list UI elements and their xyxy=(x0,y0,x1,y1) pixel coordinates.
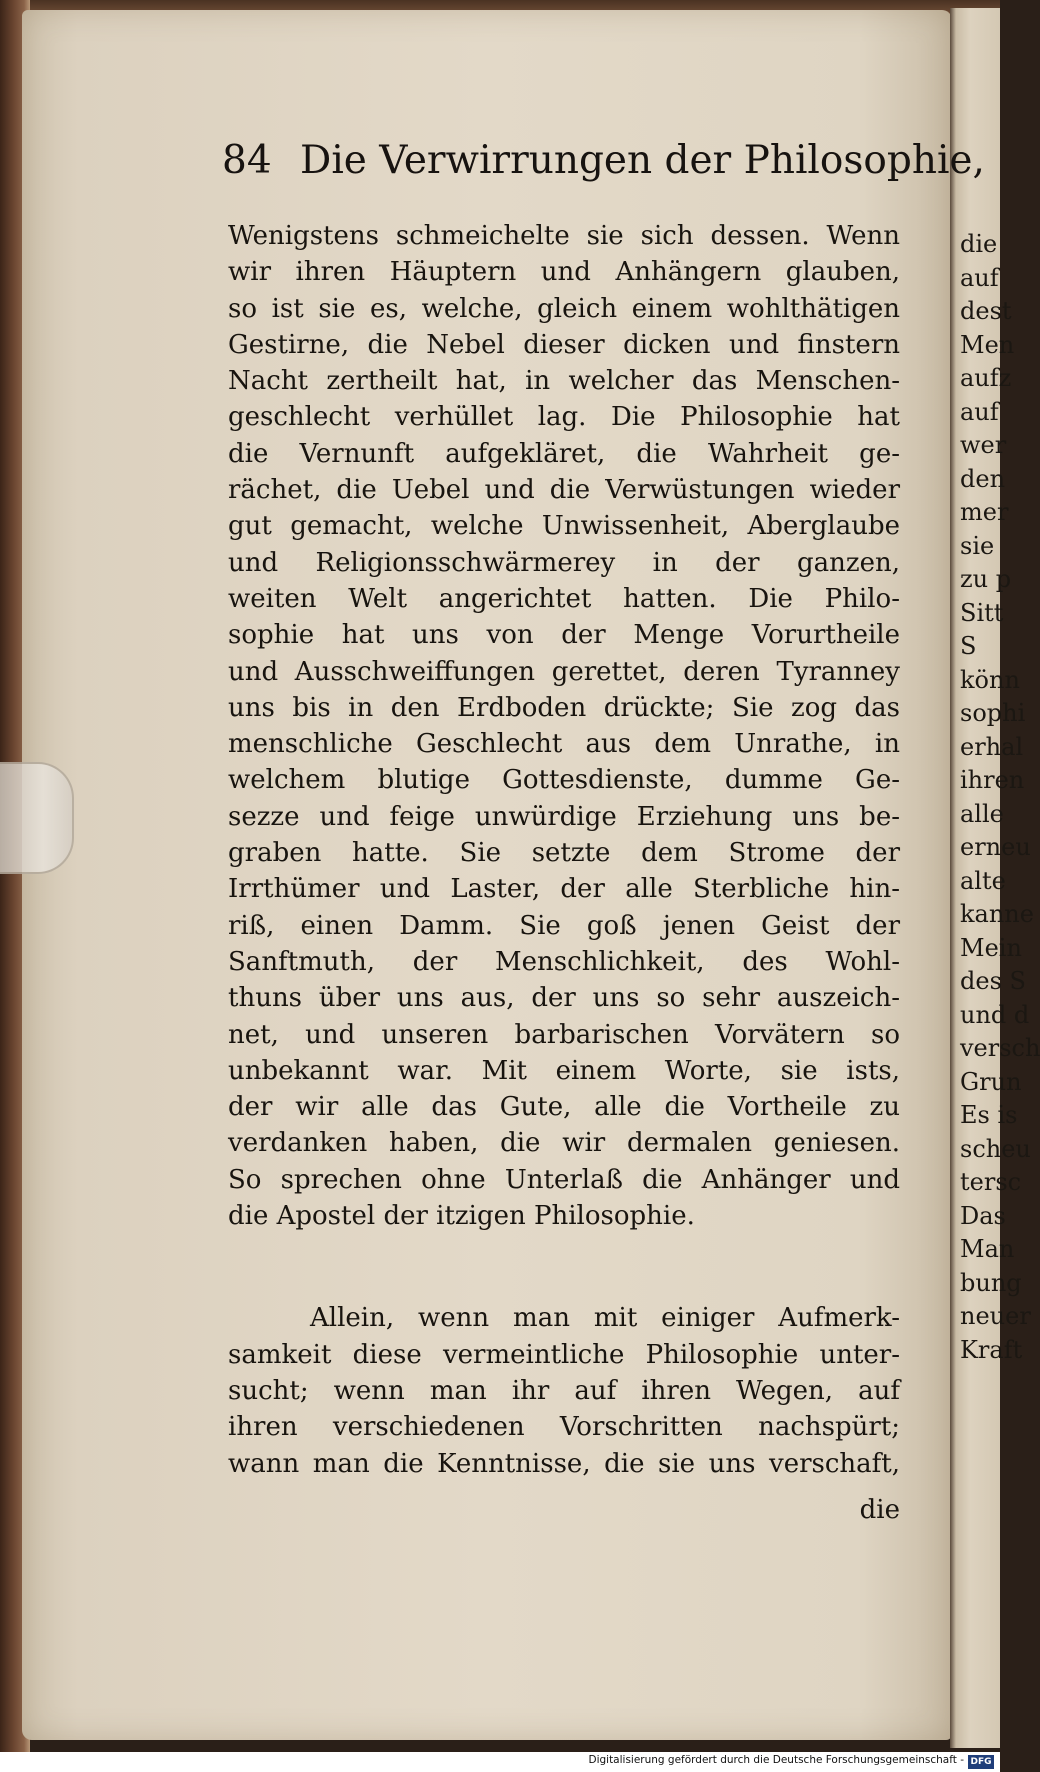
facing-page-fragment: den xyxy=(960,464,1006,493)
facing-page-fragment: versch xyxy=(960,1034,1040,1062)
text-line: rächet, die Uebel und die Verwüstungen wieder xyxy=(228,475,900,506)
text-line: und Ausschweiffungen gerettet, deren Tyranney xyxy=(228,656,900,687)
text-line: Irrthümer und Laster, der alle Sterbliche hin- xyxy=(228,874,900,905)
page-number: 84 xyxy=(222,138,272,183)
facing-page-fragment: kanne xyxy=(960,900,1034,928)
text-line: Nacht zertheilt hat, in welcher das Menschen- xyxy=(228,366,900,397)
facing-page-fragment: Sitt xyxy=(960,598,1004,627)
facing-page-fragment: S xyxy=(960,632,977,660)
text-line: riß, einen Damm. Sie goß jenen Geist der xyxy=(228,910,900,941)
facing-page-fragment: und d xyxy=(960,1000,1030,1029)
facing-page-fragment: wer xyxy=(960,431,1007,459)
text-line: und Religionsschwärmerey in der ganzen, xyxy=(228,547,900,578)
facing-page-fragment: die xyxy=(960,230,998,258)
paragraph-2 xyxy=(228,1300,900,1481)
running-title: Die Verwirrungen der Philosophie, xyxy=(300,138,985,183)
facing-page-fragment: alte xyxy=(960,866,1006,895)
text-line: Wenigstens schmeichelte sie sich dessen. Wenn xyxy=(228,221,900,251)
facing-page-fragment: alle xyxy=(960,799,1004,828)
facing-page-fragment: erneu xyxy=(960,833,1031,861)
page-clip xyxy=(0,762,74,874)
facing-page-edge xyxy=(950,8,1040,1748)
facing-page-fragment: mer xyxy=(960,498,1009,526)
text-line: so ist sie es, welche, gleich einem wohlthätigen xyxy=(228,293,900,324)
text-line: die Apostel der itzigen Philosophie. xyxy=(228,1201,695,1232)
facing-page-fragment: sie xyxy=(960,531,995,560)
facing-page-fragment: ihren xyxy=(960,766,1025,794)
body-text xyxy=(228,218,900,1482)
text-line: wir ihren Häuptern und Anhängern glauben, xyxy=(228,257,900,288)
text-line: ihren verschiedenen Vorschritten nachspürt; xyxy=(228,1412,900,1443)
text-line: net, und unseren barbarischen Vorvätern so xyxy=(228,1019,900,1050)
text-line: thuns über uns aus, der uns so sehr auszeich- xyxy=(228,983,900,1014)
text-line: geschlecht verhüllet lag. Die Philosophie hat xyxy=(228,402,900,433)
facing-page-text xyxy=(960,228,1040,1367)
text-line: samkeit diese vermeintliche Philosophie unter- xyxy=(228,1339,900,1370)
text-line: Gestirne, die Nebel dieser dicken und finstern xyxy=(228,329,900,360)
facing-page-fragment: auf xyxy=(960,397,999,426)
facing-page-fragment: zu p xyxy=(960,565,1012,593)
facing-page-fragment: scheu xyxy=(960,1134,1031,1163)
text-line: welchem blutige Gottesdienste, dumme Ge- xyxy=(228,765,900,796)
page-header xyxy=(222,138,985,194)
facing-page-fragment: bung xyxy=(960,1268,1022,1297)
text-line: menschliche Geschlecht aus dem Unrathe, in xyxy=(228,729,900,760)
text-line: sezze und feige unwürdige Erziehung uns be- xyxy=(228,801,900,832)
facing-page-fragment: des S xyxy=(960,967,1026,995)
text-line: wann man die Kenntnisse, die sie uns verschaft, xyxy=(228,1448,900,1479)
facing-page-fragment: Men xyxy=(960,330,1015,359)
text-line: unbekannt war. Mit einem Worte, sie ists, xyxy=(228,1055,900,1086)
facing-page-fragment: dest xyxy=(960,297,1012,325)
facing-page-fragment: Mein xyxy=(960,933,1022,962)
text-line: Sanftmuth, der Menschlichkeit, des Wohl- xyxy=(228,946,900,977)
facing-page-fragment: könn xyxy=(960,665,1020,694)
text-line: gut gemacht, welche Unwissenheit, Aberglaube xyxy=(228,511,900,542)
text-line: die Vernunft aufgekläret, die Wahrheit ge- xyxy=(228,438,900,469)
facing-page-fragment: auf xyxy=(960,263,999,292)
facing-page-fragment: Das xyxy=(960,1201,1006,1230)
facing-page-fragment: Grun xyxy=(960,1067,1022,1096)
text-line: So sprechen ohne Unterlaß die Anhänger und xyxy=(228,1164,900,1195)
facing-page-fragment: Es is xyxy=(960,1101,1018,1129)
footer-credit: Digitalisierung gefördert durch die Deutsche Forschungsgemeinschaft - xyxy=(588,1754,964,1766)
text-line: Allein, wenn man mit einiger Aufmerk- xyxy=(310,1303,900,1334)
text-line: sucht; wenn man ihr auf ihren Wegen, auf xyxy=(228,1375,900,1406)
facing-page-fragment: Kraft xyxy=(960,1335,1023,1364)
facing-page-fragment: tersc xyxy=(960,1168,1022,1196)
paragraph-1 xyxy=(228,218,900,1234)
catchword: die xyxy=(859,1495,900,1525)
text-line: sophie hat uns von der Menge Vorurtheile xyxy=(228,620,900,651)
text-line: uns bis in den Erdboden drückte; Sie zog das xyxy=(228,692,900,723)
facing-page-fragment: sophi xyxy=(960,699,1026,727)
facing-page-fragment: Man xyxy=(960,1235,1015,1263)
text-line: weiten Welt angerichtet hatten. Die Philo- xyxy=(228,583,900,614)
text-line: der wir alle das Gute, alle die Vortheile zu xyxy=(228,1092,900,1123)
paragraph-gap xyxy=(228,1234,900,1300)
facing-page-fragment: erhal xyxy=(960,732,1024,761)
text-line: verdanken haben, die wir dermalen geniesen. xyxy=(228,1128,900,1159)
facing-page-fragment: aufz xyxy=(960,364,1012,392)
dfg-logo: DFG xyxy=(968,1755,994,1769)
facing-page-fragment: neuer xyxy=(960,1302,1031,1330)
text-line: graben hatte. Sie setzte dem Strome der xyxy=(228,838,900,869)
